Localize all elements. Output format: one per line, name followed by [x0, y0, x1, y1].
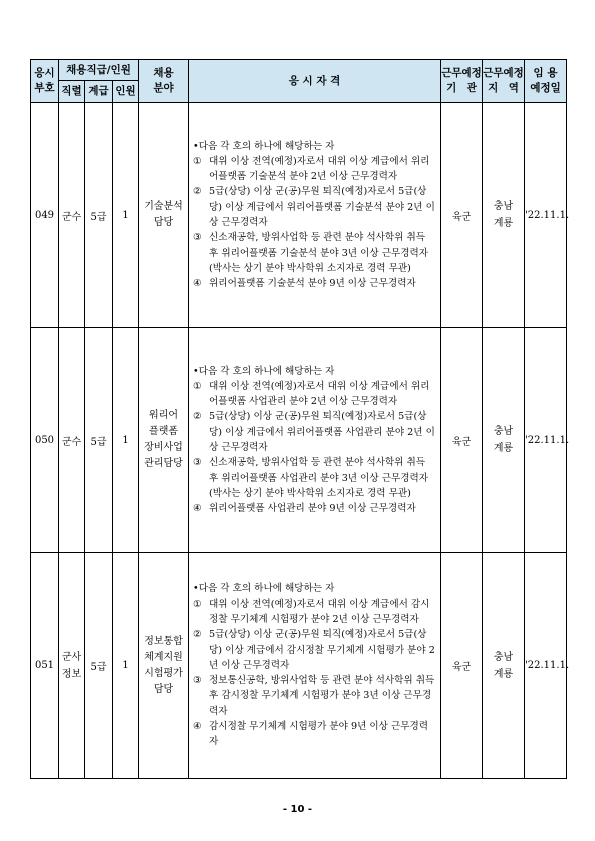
item-number: ③ — [193, 232, 202, 244]
field-text: 기술분석 담당 — [144, 201, 183, 228]
header-job-series: 직렬 — [59, 81, 85, 103]
cell-grade: 5급 — [85, 103, 113, 328]
field-text: 워리어 플랫폼 장비사업 관리담당 — [144, 410, 183, 469]
header-date: 임 용 예정일 — [525, 60, 567, 103]
item-number: ② — [193, 411, 202, 423]
cell-grade: 5급 — [85, 553, 113, 779]
item-number: ② — [193, 629, 202, 641]
item-number: ④ — [193, 721, 202, 733]
cell-date: '22.11.1. — [525, 553, 567, 779]
qualification-heading: •다음 각 호의 하나에 해당하는 자 — [193, 140, 335, 152]
region-text: 충남 계룡 — [493, 201, 514, 229]
cell-region — [483, 328, 525, 553]
header-count: 인원 — [113, 81, 139, 103]
recruitment-table — [30, 59, 570, 779]
cell-job-series: 군수 — [59, 328, 85, 553]
cell-exam-no: 049 — [31, 103, 59, 328]
cell-field — [139, 328, 189, 553]
cell-agency: 육군 — [441, 553, 483, 779]
item-number: ④ — [193, 503, 202, 515]
cell-field — [139, 103, 189, 328]
cell-qualification — [189, 553, 441, 779]
item-number: ① — [193, 380, 202, 392]
cell-date: '22.11.1. — [525, 103, 567, 328]
item-number: ① — [193, 155, 202, 167]
qualification-heading: •다음 각 호의 하나에 해당하는 자 — [193, 365, 335, 377]
header-qualification: 응 시 자 격 — [189, 60, 441, 103]
header-field: 채용 분야 — [139, 60, 189, 103]
qualification-item — [193, 455, 436, 501]
header-grade: 계급 — [85, 81, 113, 103]
item-text: 대위 이상 전역(예정)자로서 대위 이상 계급에서 위리어플랫폼 사업관리 분야 2년 이상 근무경력자 — [209, 380, 430, 408]
item-text: 5급(상당) 이상 군(공)무원 퇴직(예정)자로서 5급(상당) 이상 계급에서 감시정찰 무기체계 시험평가 분야 2년 이상 근무경력자 — [209, 629, 435, 671]
qualification-item — [193, 719, 436, 750]
qualification-item — [193, 379, 436, 410]
item-text: 감시정찰 무기체계 시험평가 분야 9년 이상 근무경력자 — [209, 721, 429, 748]
cell-count: 1 — [113, 328, 139, 553]
item-text: 신소재공학, 방위사업학 등 관련 분야 석사학위 취득 후 위리어플랫폼 기술분석 분야 3년 이상 근무경력자(박사는 상기 분야 박사학위 소지자로 경력 무관) — [209, 232, 429, 274]
cell-region — [483, 103, 525, 328]
item-text: 신소재공학, 방위사업학 등 관련 분야 석사학위 취득 후 위리어플랫폼 사업관리 분야 3년 이상 근무경력자(박사는 상기 분야 박사학위 소지자로 경력 무관) — [209, 457, 429, 499]
cell-grade: 5급 — [85, 328, 113, 553]
qualification-heading: •다음 각 호의 하나에 해당하는 자 — [193, 583, 335, 595]
qualification-item — [193, 627, 436, 673]
item-number: ③ — [193, 457, 202, 469]
header-agency: 근무예정 기 관 — [441, 60, 483, 103]
qualification-item — [193, 501, 436, 516]
cell-job-series: 군수 — [59, 103, 85, 328]
table-row — [31, 553, 567, 779]
qualification-item — [193, 409, 436, 455]
cell-exam-no: 051 — [31, 553, 59, 779]
cell-qualification — [189, 328, 441, 553]
item-number: ② — [193, 186, 202, 198]
header-region: 근무예정 지 역 — [483, 60, 525, 103]
item-text: 정보통신공학, 방위사업학 등 관련 분야 석사학위 취득 후 감시정찰 무기체계 시험평가 분야 3년 이상 근무경력자 — [209, 675, 435, 717]
cell-region — [483, 553, 525, 779]
item-text: 대위 이상 전역(예정)자로서 대위 이상 계급에서 위리어플랫폼 기술분석 분야 2년 이상 근무경력자 — [209, 155, 430, 183]
cell-field — [139, 553, 189, 779]
item-number: ① — [193, 598, 202, 610]
page-number: - 10 - — [282, 804, 313, 815]
header-job-group: 채용직급/인원 — [59, 60, 139, 81]
cell-agency: 육군 — [441, 103, 483, 328]
qualification-item — [193, 673, 436, 719]
cell-job-series: 군사 정보 — [59, 553, 85, 779]
field-text: 정보통합 체계지원 시험평가 담당 — [144, 635, 183, 695]
item-text: 5급(상당) 이상 군(공)무원 퇴직(예정)자로서 5급(상당) 이상 계급에서 위리어플랫폼 기술분석 분야 2년 이상 근무경력자 — [209, 186, 435, 228]
qualification-item — [193, 184, 436, 230]
region-text: 충남 계룡 — [493, 426, 514, 454]
cell-qualification — [189, 103, 441, 328]
cell-count: 1 — [113, 103, 139, 328]
cell-exam-no: 050 — [31, 328, 59, 553]
cell-date: '22.11.1. — [525, 328, 567, 553]
region-text: 충남 계룡 — [493, 651, 514, 680]
cell-agency: 육군 — [441, 328, 483, 553]
item-text: 대위 이상 전역(예정)자로서 대위 이상 계급에서 감시정찰 무기체계 시험평가 분야 2년 이상 근무경력자 — [209, 598, 430, 625]
item-number: ③ — [193, 675, 202, 687]
qualification-item — [193, 597, 436, 628]
item-number: ④ — [193, 278, 202, 290]
qualification-item — [193, 154, 436, 185]
header-exam-no: 응시 부호 — [31, 60, 59, 103]
table-row — [31, 103, 567, 328]
item-text: 위리어플랫폼 사업관리 분야 9년 이상 근무경력자 — [209, 503, 416, 515]
table-row — [31, 328, 567, 553]
item-text: 위리어플랫폼 기술분석 분야 9년 이상 근무경력자 — [209, 278, 416, 290]
qualification-item — [193, 230, 436, 276]
cell-count: 1 — [113, 553, 139, 779]
item-text: 5급(상당) 이상 군(공)무원 퇴직(예정)자로서 5급(상당) 이상 계급에서 위리어플랫폼 사업관리 분야 2년 이상 근무경력자 — [209, 411, 435, 453]
qualification-item — [193, 276, 436, 291]
